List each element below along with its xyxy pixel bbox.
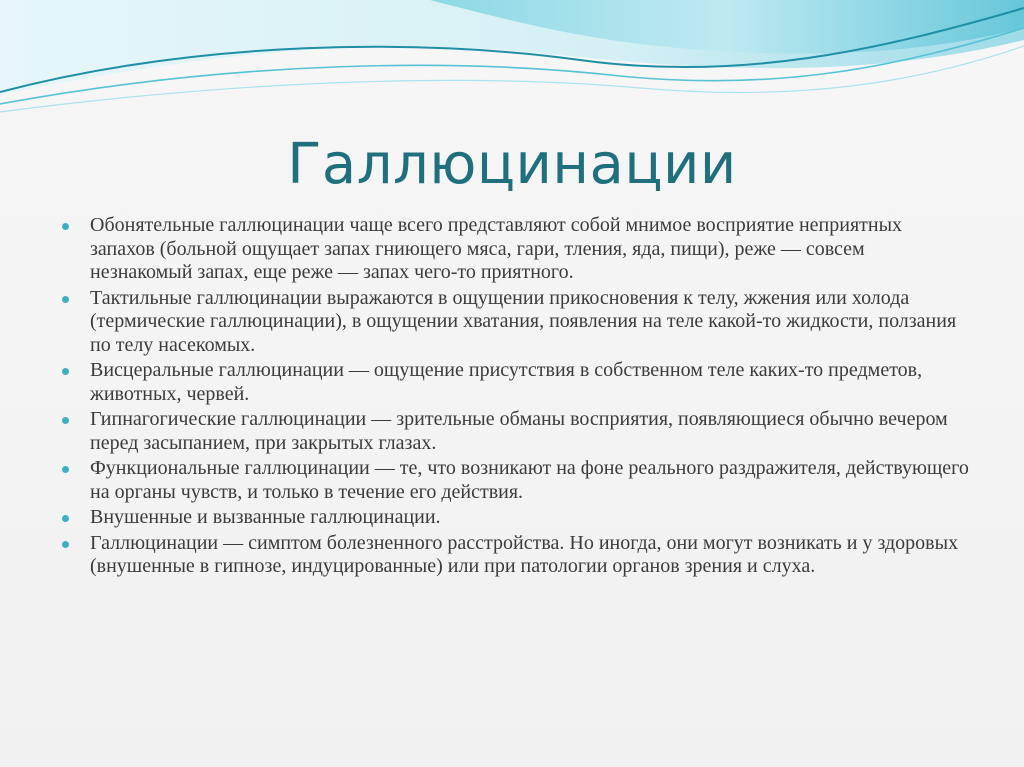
bullet-text: Обонятельные галлюцинации чаще всего представляют собой мнимое восприятие неприятных запахов (больной ощущает запах гниющего мяса, гари, тления, яда, пищи), реже — совсем незнакомый запах, еще реже — запах чего-то приятного. — [90, 214, 903, 283]
list-item — [60, 408, 970, 455]
bullet-text: Галлюцинации — симптом болезненного расстройства. Но иногда, они могут возникать и у здоровых (внушенные в гипнозе, индуцированные) или при патологии органов зрения и слуха. — [90, 531, 959, 577]
bullet-text: Внушенные и вызванные галлюцинации. — [90, 506, 441, 528]
bullet-dot-icon — [62, 515, 69, 522]
bullet-text: Висцеральные галлюцинации — ощущение присутствия в собственном теле каких-то предметов, животных, червей. — [90, 359, 923, 405]
list-item — [60, 457, 970, 504]
list-item — [60, 214, 970, 285]
slide-title: Галлюцинации — [287, 132, 737, 197]
list-item — [60, 287, 970, 358]
bullet-dot-icon — [62, 223, 69, 230]
bullet-dot-icon — [62, 417, 69, 424]
list-item — [60, 532, 970, 579]
bullet-dot-icon — [62, 466, 69, 473]
bullet-list — [60, 214, 970, 581]
header-wave-decoration — [0, 0, 1024, 130]
bullet-text: Тактильные галлюцинации выражаются в ощущении прикосновения к телу, жжения или холода (термические галлюцинации), в ощущении хватания, появления на теле какой-то жидкости, ползания по телу насекомых. — [90, 286, 957, 356]
bullet-dot-icon — [62, 368, 69, 375]
bullet-dot-icon — [62, 296, 69, 303]
list-item — [60, 359, 970, 406]
list-item — [60, 506, 970, 530]
bullet-text: Функциональные галлюцинации — те, что возникают на фоне реального раздражителя, действующего на органы чувств, и только в течение его действия. — [90, 457, 969, 503]
bullet-dot-icon — [62, 541, 69, 548]
bullet-text: Гипнагогические галлюцинации — зрительные обманы восприятия, появляющиеся обычно вечером перед засыпанием, при закрытых глазах. — [90, 408, 948, 454]
